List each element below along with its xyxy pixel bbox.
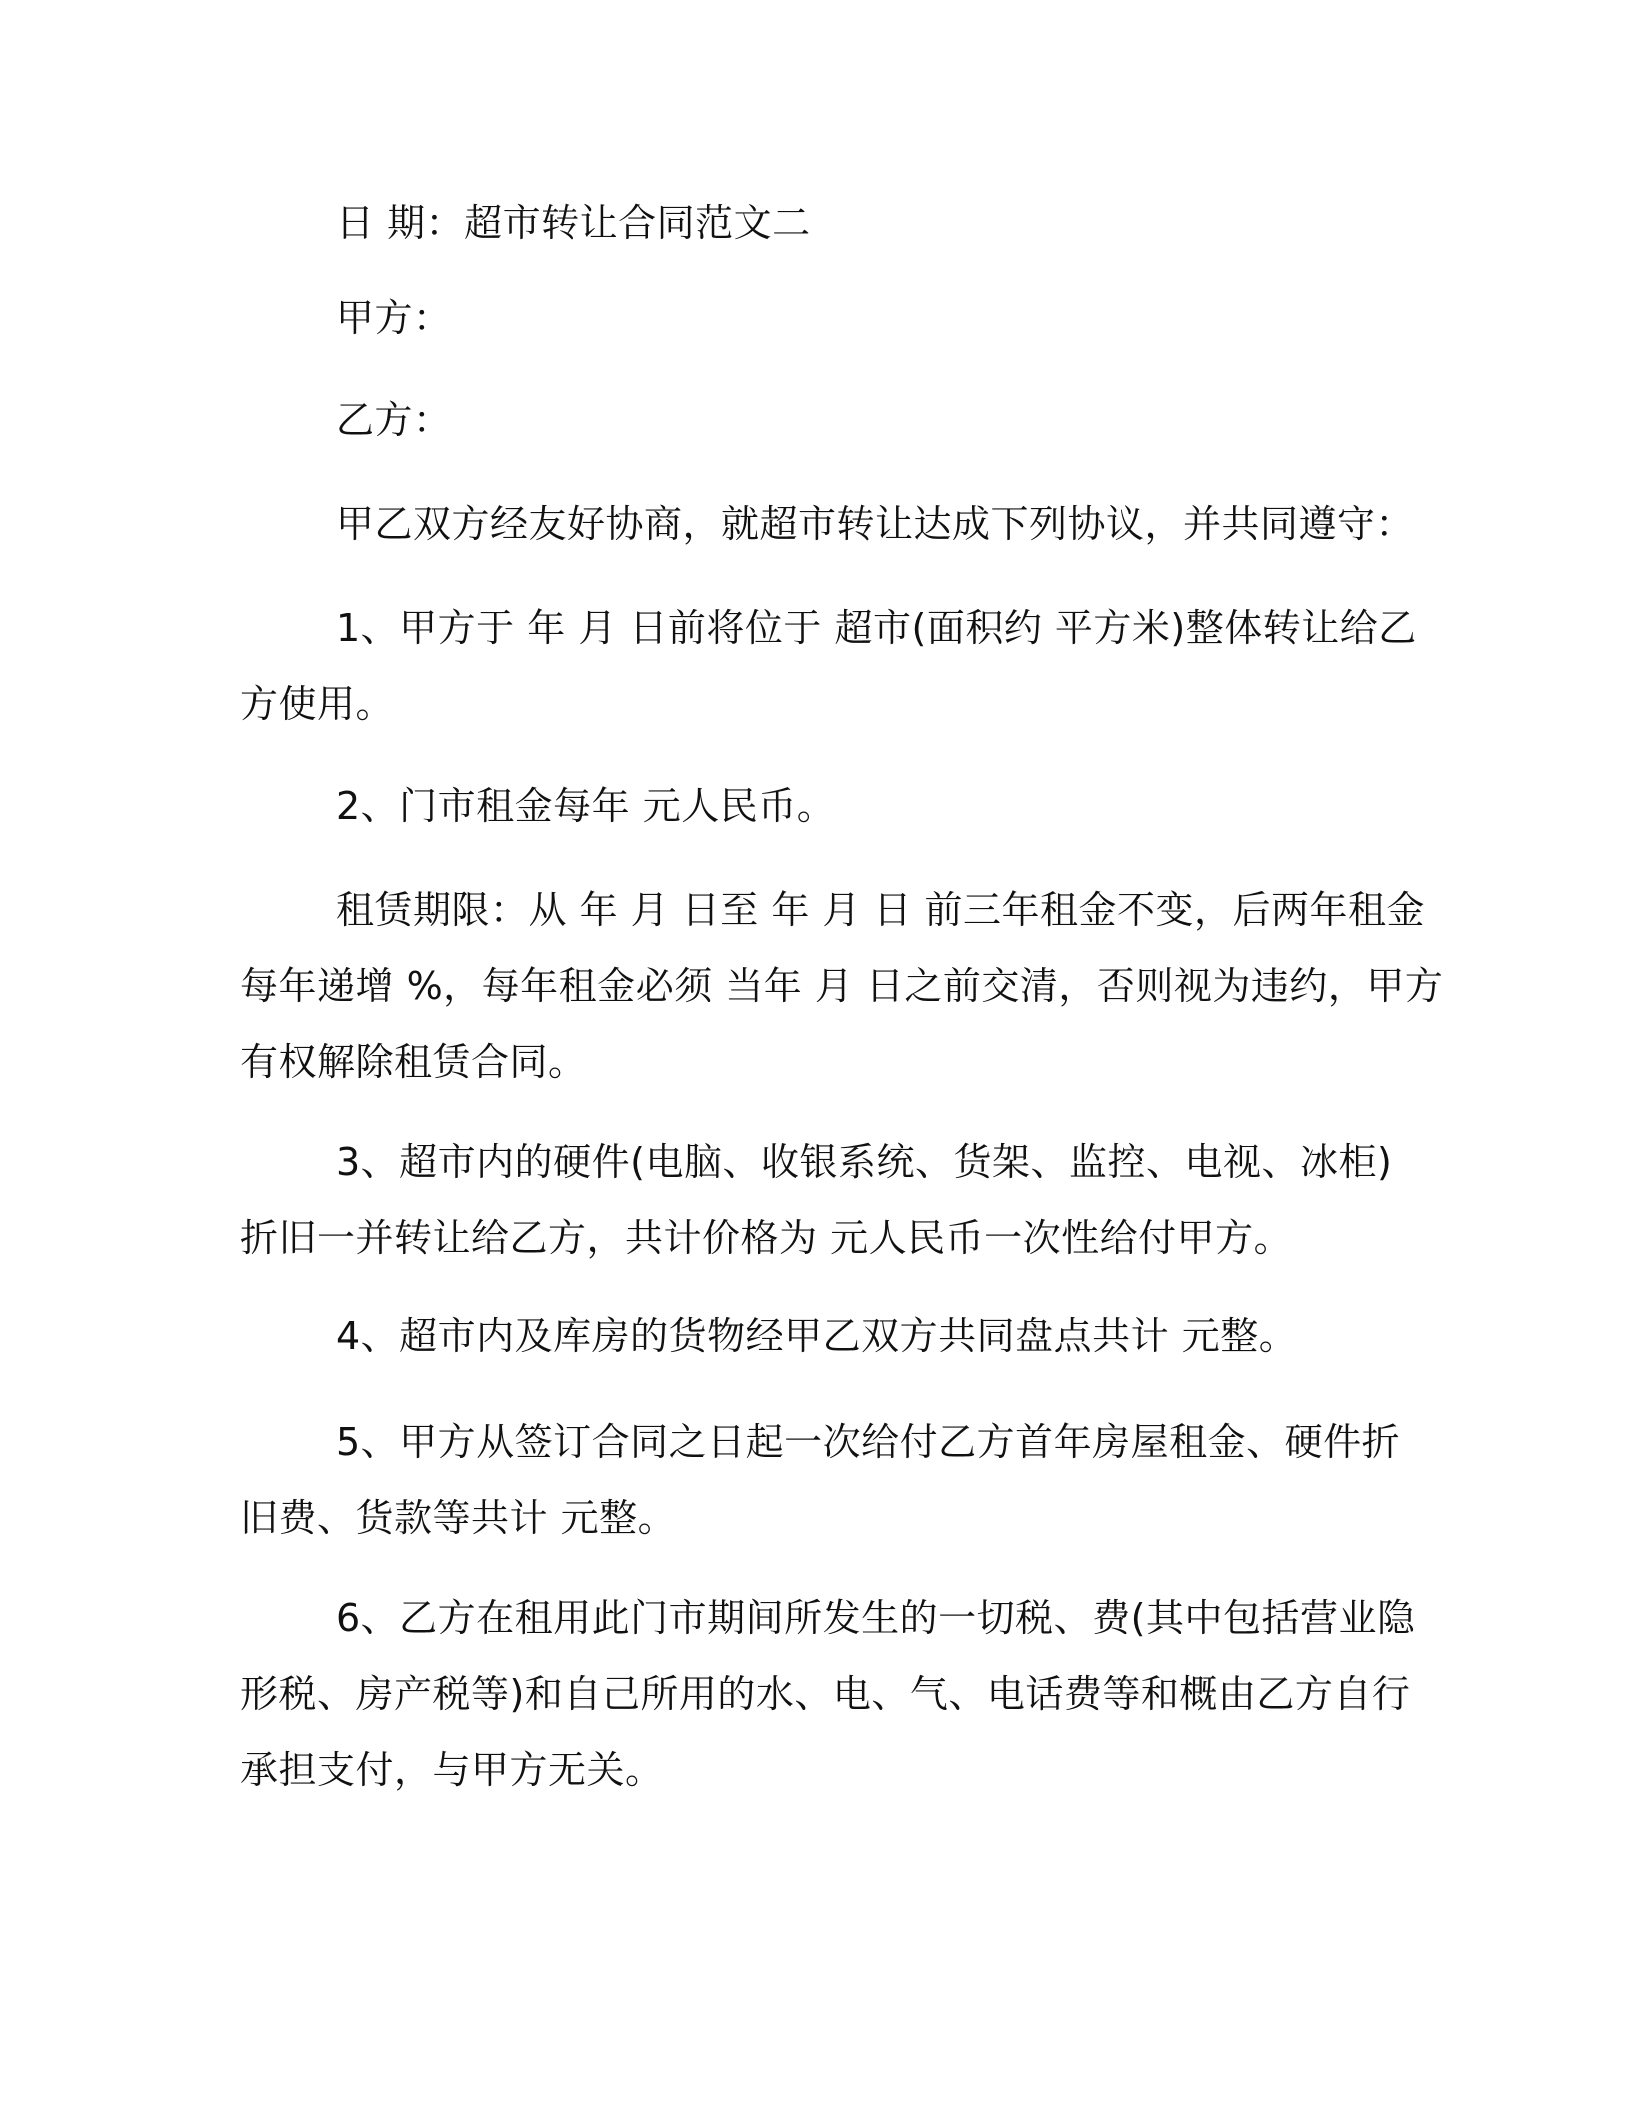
lease-term-paragraph bbox=[240, 872, 1444, 1100]
text-line: 4、超市内及库房的货物经甲乙双方共同盘点共计 元整。 bbox=[336, 1314, 1298, 1358]
text-line: 2、门市租金每年 元人民币。 bbox=[336, 784, 836, 828]
text-line: 每年递增 %，每年租金必须 当年 月 日之前交清，否则视为违约，甲方 bbox=[240, 964, 1444, 1008]
party-a-line bbox=[240, 280, 1390, 356]
clause-6-paragraph bbox=[240, 1580, 1416, 1808]
text-line: 租赁期限：从 年 月 日至 年 月 日 前三年租金不变，后两年租金 bbox=[336, 888, 1426, 932]
clause-4-paragraph bbox=[240, 1298, 1390, 1374]
text-line: 折旧一并转让给乙方，共计价格为 元人民币一次性给付甲方。 bbox=[240, 1216, 1293, 1260]
text-line: 5、甲方从签订合同之日起一次给付乙方首年房屋租金、硬件折 bbox=[336, 1420, 1401, 1464]
text-line: 甲方： bbox=[336, 296, 452, 340]
text-line: 乙方： bbox=[336, 398, 452, 442]
clause-3-paragraph bbox=[240, 1124, 1393, 1276]
clause-1-paragraph bbox=[240, 590, 1417, 742]
text-line: 旧费、货款等共计 元整。 bbox=[240, 1496, 677, 1540]
text-line: 方使用。 bbox=[240, 682, 395, 726]
clause-2-paragraph bbox=[240, 768, 1390, 844]
text-line: 3、超市内的硬件(电脑、收银系统、货架、监控、电视、冰柜) bbox=[336, 1140, 1393, 1184]
text-line: 6、乙方在租用此门市期间所发生的一切税、费(其中包括营业隐 bbox=[336, 1596, 1416, 1640]
text-line: 形税、房产税等)和自己所用的水、电、气、电话费等和概由乙方自行 bbox=[240, 1672, 1411, 1716]
text-line: 承担支付，与甲方无关。 bbox=[240, 1748, 664, 1792]
text-line: 甲乙双方经友好协商，就超市转让达成下列协议，并共同遵守： bbox=[336, 502, 1415, 546]
party-b-line bbox=[240, 382, 1390, 458]
agreement-intro-paragraph bbox=[240, 486, 1415, 562]
text-line: 1、甲方于 年 月 日前将位于 超市(面积约 平方米)整体转让给乙 bbox=[336, 606, 1417, 650]
text-line: 有权解除租赁合同。 bbox=[240, 1040, 587, 1084]
text-line: 日 期：超市转让合同范文二 bbox=[336, 201, 811, 245]
clause-5-paragraph bbox=[240, 1404, 1401, 1556]
date-title-line bbox=[240, 185, 1390, 261]
